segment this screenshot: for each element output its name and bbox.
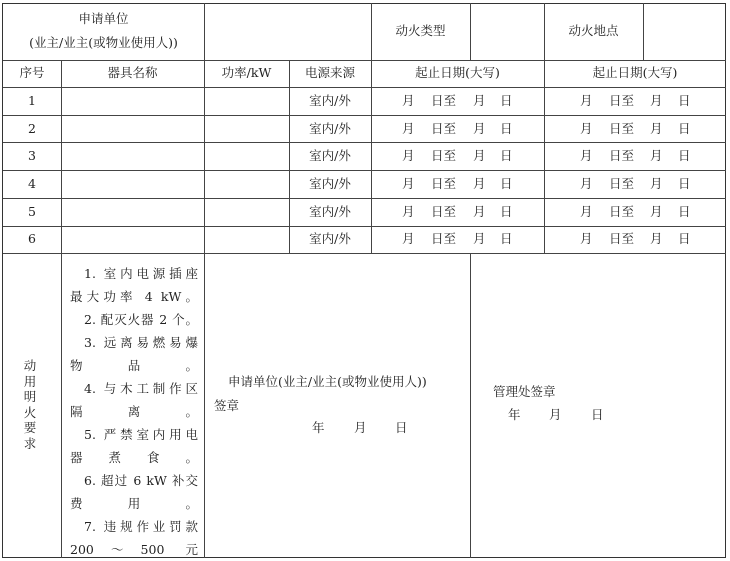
requirement-item [70, 377, 198, 423]
date-day-end: 日 [500, 148, 513, 163]
vrule-location-val [643, 3, 644, 60]
date-day-to: 日至 [431, 93, 457, 108]
col-seq: 序号 [19, 65, 45, 80]
col-power: 功率/kW [221, 65, 272, 80]
management-date-month: 月 [549, 407, 562, 422]
date-month-end: 月 [473, 93, 486, 108]
requirement-line: 1. 室内电源插座 [84, 266, 198, 281]
applicant-label: 申请单位 [78, 11, 129, 26]
date-month-start: 月 [402, 121, 415, 136]
col-equipment-name: 器具名称 [107, 65, 158, 80]
date-month-end: 月 [473, 121, 486, 136]
date-month-start: 月 [580, 231, 593, 246]
applicant-date-year: 年 [312, 420, 325, 435]
date-day-to: 日至 [609, 93, 635, 108]
requirement-item [70, 423, 198, 469]
date-day-end: 日 [500, 121, 513, 136]
date-day-end: 日 [500, 176, 513, 191]
requirement-line: 器煮食。 [70, 450, 198, 465]
date-day-end: 日 [678, 204, 691, 219]
date-day-to: 日至 [431, 148, 457, 163]
rule-row3 [3, 170, 726, 171]
row-seq: 6 [28, 231, 36, 246]
date-month-start: 月 [402, 148, 415, 163]
date-day-to: 日至 [609, 121, 635, 136]
date-day-end: 日 [678, 93, 691, 108]
date-month-end: 月 [473, 231, 486, 246]
row-seq: 5 [28, 204, 36, 219]
requirement-line: 最大功率 4 kW。 [70, 289, 198, 304]
rule-colheads [3, 87, 726, 88]
requirement-item [70, 469, 198, 515]
date-month-end: 月 [473, 204, 486, 219]
date-day-end: 日 [500, 231, 513, 246]
row-power-source: 室内/外 [309, 121, 351, 136]
date-month-end: 月 [473, 148, 486, 163]
requirements-label: 动用明火要求 [23, 358, 37, 451]
applicant-label-sub: (业主/业主(或物业使用人)) [29, 35, 178, 50]
requirement-line: 物品。 [70, 358, 198, 373]
date-day-to: 日至 [609, 148, 635, 163]
date-day-to: 日至 [431, 231, 457, 246]
col-date-range-1: 起止日期(大写) [415, 65, 500, 80]
date-day-to: 日至 [609, 204, 635, 219]
row-seq: 4 [28, 176, 36, 191]
date-day-to: 日至 [431, 204, 457, 219]
vrule-date-split [544, 3, 545, 253]
date-day-end: 日 [500, 204, 513, 219]
requirement-item [70, 515, 198, 561]
applicant-date-day: 日 [395, 420, 408, 435]
requirement-line: 费用。 [70, 496, 198, 511]
vrule-name [204, 3, 205, 558]
management-date-year: 年 [508, 407, 521, 422]
date-day-end: 日 [678, 121, 691, 136]
applicant-date-month: 月 [354, 420, 367, 435]
row-power-source: 室内/外 [309, 93, 351, 108]
date-day-end: 日 [500, 93, 513, 108]
vrule-signature-split [470, 253, 471, 558]
row-seq: 2 [28, 121, 36, 136]
requirement-line: 隔离。 [70, 404, 198, 419]
date-day-to: 日至 [609, 176, 635, 191]
date-day-to: 日至 [431, 121, 457, 136]
col-power-source: 电源来源 [304, 65, 355, 80]
col-date-range-2: 起止日期(大写) [592, 65, 678, 80]
applicant-seal-label: 签章 [214, 398, 240, 413]
date-month-end: 月 [650, 93, 663, 108]
row-power-source: 室内/外 [309, 148, 351, 163]
date-month-start: 月 [580, 176, 593, 191]
management-sign-label: 管理处签章 [493, 384, 556, 399]
vrule-firetype-val [470, 3, 471, 60]
date-month-start: 月 [580, 204, 593, 219]
row-power-source: 室内/外 [309, 176, 351, 191]
date-day-end: 日 [678, 148, 691, 163]
fire-location-label: 动火地点 [568, 23, 619, 38]
row-power-source: 室内/外 [309, 231, 351, 246]
date-day-to: 日至 [609, 231, 635, 246]
requirement-line: 2. 配灭火器 2 个。 [84, 312, 198, 327]
requirement-line: 7. 违规作业罚款 [84, 519, 198, 534]
date-day-to: 日至 [431, 176, 457, 191]
date-month-start: 月 [580, 121, 593, 136]
row-seq: 3 [28, 148, 36, 163]
vrule-source [371, 3, 372, 253]
date-month-start: 月 [402, 204, 415, 219]
date-month-start: 月 [580, 93, 593, 108]
rule-row1 [3, 115, 726, 116]
requirement-item [70, 308, 198, 331]
date-month-end: 月 [650, 121, 663, 136]
rule-header [3, 60, 726, 61]
date-day-end: 日 [678, 176, 691, 191]
applicant-sign-label: 申请单位(业主/业主(或物业使用人)) [228, 374, 427, 389]
date-month-start: 月 [580, 148, 593, 163]
row-power-source: 室内/外 [309, 204, 351, 219]
date-month-start: 月 [402, 93, 415, 108]
date-day-end: 日 [678, 231, 691, 246]
date-month-end: 月 [473, 176, 486, 191]
date-month-start: 月 [402, 176, 415, 191]
requirement-line: 6. 超过 6 kW 补交 [84, 473, 198, 488]
date-month-end: 月 [650, 148, 663, 163]
management-date-day: 日 [591, 407, 604, 422]
requirement-line: 4. 与木工制作区 [84, 381, 198, 396]
requirement-line: 5. 严禁室内用电 [84, 427, 198, 442]
requirements-list [70, 262, 198, 561]
requirement-line: 3. 远离易燃易爆 [84, 335, 198, 350]
date-month-start: 月 [402, 231, 415, 246]
rule-row6 [3, 253, 726, 254]
rule-row2 [3, 142, 726, 143]
requirement-item [70, 331, 198, 377]
date-month-end: 月 [650, 231, 663, 246]
rule-row4 [3, 198, 726, 199]
date-month-end: 月 [650, 176, 663, 191]
fire-type-label: 动火类型 [395, 23, 446, 38]
vrule-seq [61, 60, 62, 558]
date-month-end: 月 [650, 204, 663, 219]
requirement-item [70, 262, 198, 308]
requirement-line: 200～500 元 [70, 542, 198, 557]
row-seq: 1 [28, 93, 36, 108]
rule-row5 [3, 226, 726, 227]
